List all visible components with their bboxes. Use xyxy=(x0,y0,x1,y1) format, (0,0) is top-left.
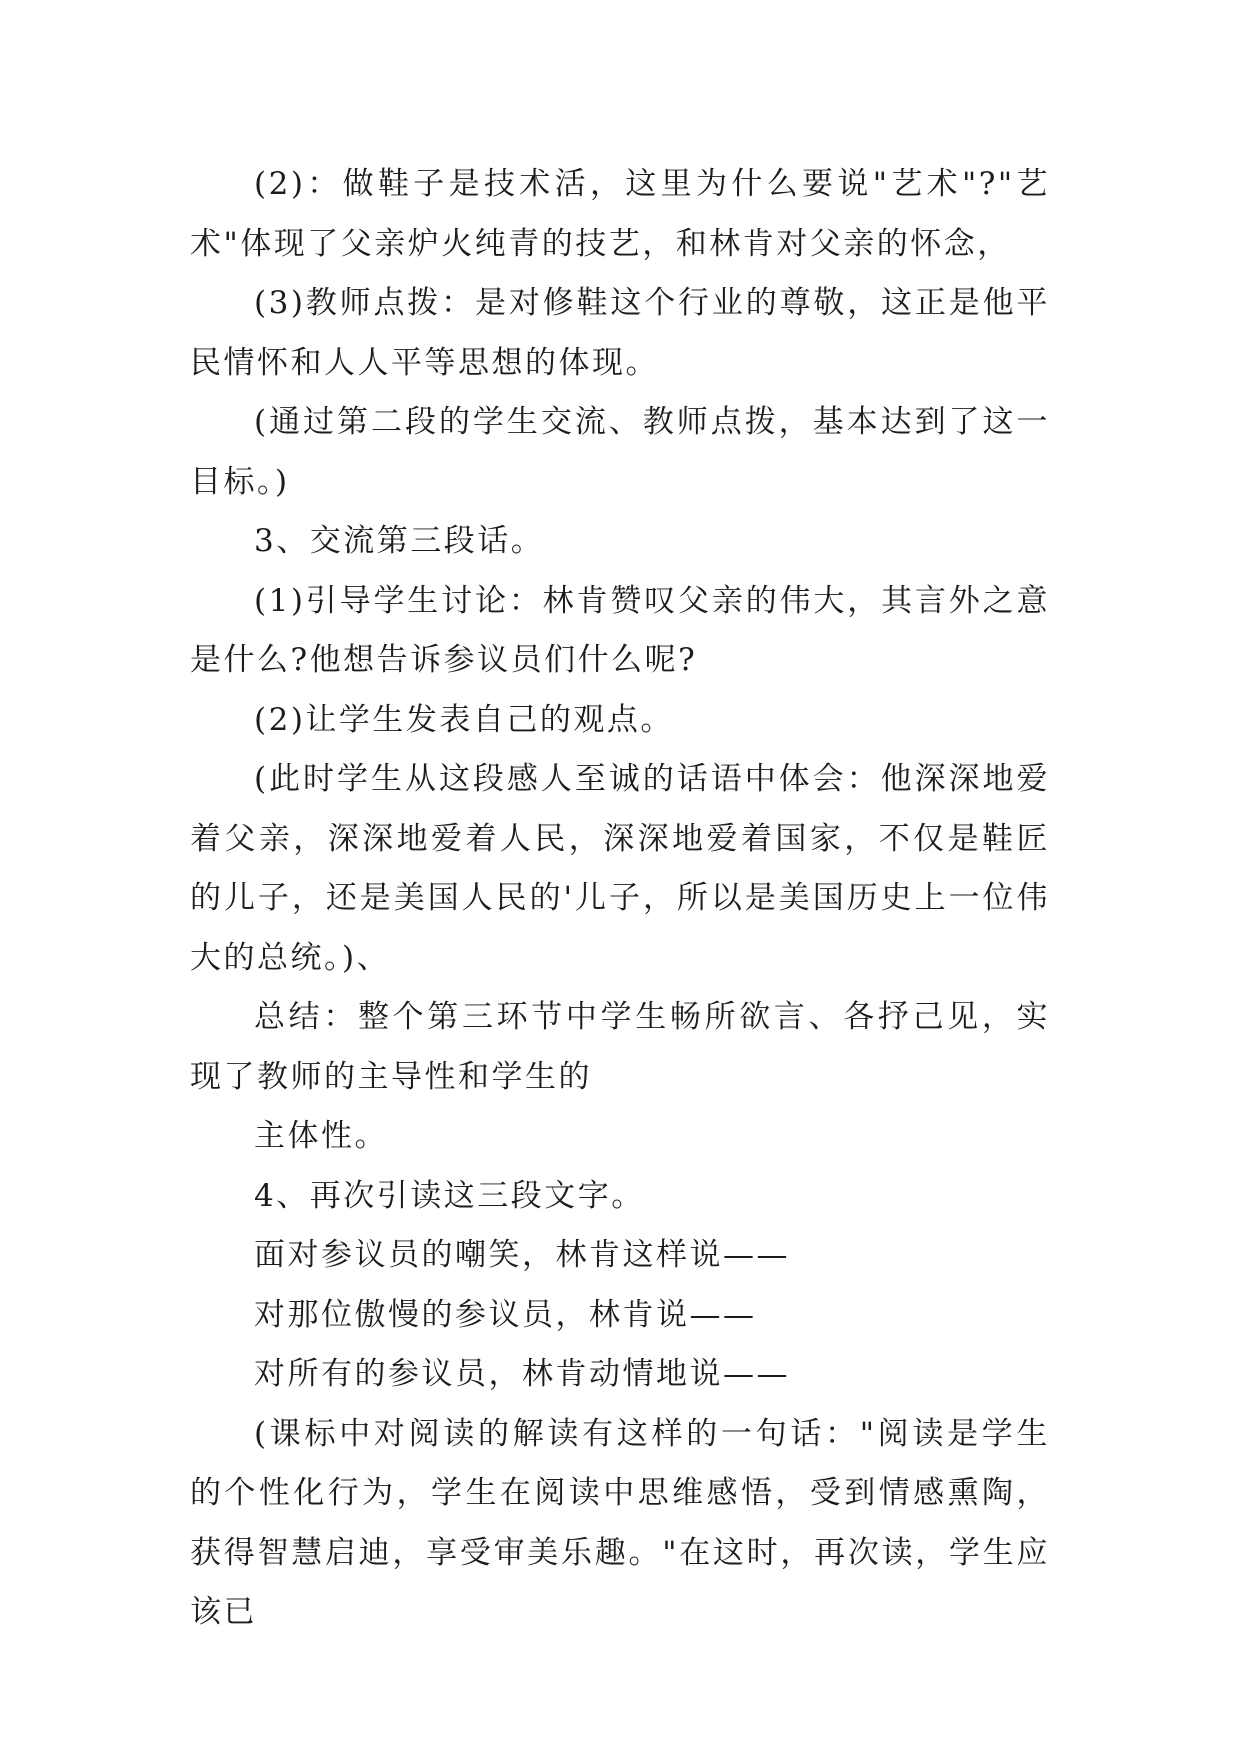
paragraph: 对所有的参议员，林肯动情地说—— xyxy=(254,1356,790,1392)
paragraph: (此时学生从这段感人至诚的话语中体会：他深深地爱着父亲，深深地爱着人民，深深地爱着国家，不仅是鞋匠的儿子，还是美国人民的'儿子，所以是美国历史上一位伟大的总统。)、 xyxy=(190,761,1050,976)
paragraph: 总结：整个第三环节中学生畅所欲言、各抒己见，实现了教师的主导性和学生的 xyxy=(190,999,1050,1095)
paragraph: 对那位傲慢的参议员，林肯说—— xyxy=(254,1296,757,1333)
paragraph: 面对参议员的嘲笑，林肯这样说—— xyxy=(254,1237,790,1273)
paragraph: (课标中对阅读的解读有这样的一句话："阅读是学生的个性化行为，学生在阅读中思维感悟，受到情感熏陶，获得智慧启迪，享受审美乐趣。"在这时，再次读，学生应该已 xyxy=(190,1415,1050,1630)
paragraph: (1)引导学生讨论：林肯赞叹父亲的伟大，其言外之意是什么?他想告诉参议员们什么呢? xyxy=(190,582,1050,678)
paragraph: (2)让学生发表自己的观点。 xyxy=(254,701,674,738)
paragraph: (2)：做鞋子是技术活，这里为什么要说"艺术"?"艺术"体现了父亲炉火纯青的技艺，和林肯对父亲的怀念， xyxy=(190,166,1050,262)
paragraph: (通过第二段的学生交流、教师点拨，基本达到了这一目标。) xyxy=(190,404,1050,500)
document-body xyxy=(190,155,1050,1643)
paragraph: (3)教师点拨：是对修鞋这个行业的尊敬，这正是他平民情怀和人人平等思想的体现。 xyxy=(190,285,1050,381)
paragraph: 主体性。 xyxy=(254,1118,388,1154)
paragraph: 4、再次引读这三段文字。 xyxy=(254,1177,645,1214)
paragraph: 3、交流第三段话。 xyxy=(254,523,545,559)
